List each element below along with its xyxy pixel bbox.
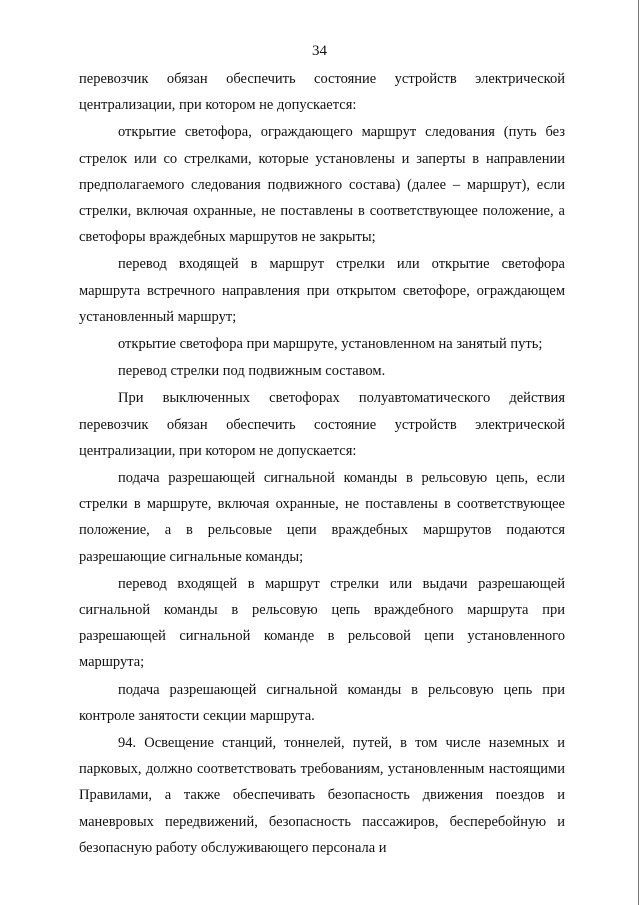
- page-number: 34: [312, 43, 327, 59]
- paragraph-8: перевод входящей в маршрут стрелки или выдачи разрешающей сигнальной команды в рельсовую цепь враждебного маршрута при разрешающей сигнальной команде в рельсовой цепи установленного маршрута;: [79, 575, 565, 671]
- paragraph-10: 94. Освещение станций, тоннелей, путей, в том числе наземных и парковых, должно соответствовать требованиям, установленным настоящими Правилами, а также обеспечивать безопасность движения поездов и маневровых передвижений, безопасность пассажиров, бесперебойную и безопасную работу обслуживающего персонала и: [79, 735, 565, 856]
- paragraph-2: открытие светофора, ограждающего маршрут следования (путь без стрелок или со стрелками, которые установлены и заперты в направлении предполагаемого следования подвижного состава) (далее – маршрут), если стрелки, включая охранные, не поставлены в соответствующее положение, а светофоры враждебных маршрутов не закрыты;: [79, 124, 565, 246]
- paragraph-3: перевод входящей в маршрут стрелки или открытие светофора маршрута встречного направления при открытом светофоре, ограждающем установленный маршрут;: [79, 256, 565, 325]
- paragraph-5: перевод стрелки под подвижным составом.: [118, 363, 386, 380]
- paragraph-6: При выключенных светофорах полуавтоматического действия перевозчик обязан обеспечить состояние устройств электрической централизации, при котором не допускается:: [79, 390, 565, 459]
- paragraph-7: подача разрешающей сигнальной команды в рельсовую цепь, если стрелки в маршруте, включая охранные, не поставлены в соответствующее положение, а в рельсовые цепи враждебных маршрутов подаются разрешающие сигнальные команды;: [79, 470, 565, 565]
- paragraph-4: открытие светофора при маршруте, установленном на занятый путь;: [118, 336, 543, 353]
- paragraph-9: подача разрешающей сигнальной команды в рельсовую цепь при контроле занятости секции маршрута.: [79, 681, 565, 724]
- body-text: [79, 66, 565, 861]
- paragraph-1: перевозчик обязан обеспечить состояние устройств электрической централизации, при котором не допускается:: [79, 71, 565, 114]
